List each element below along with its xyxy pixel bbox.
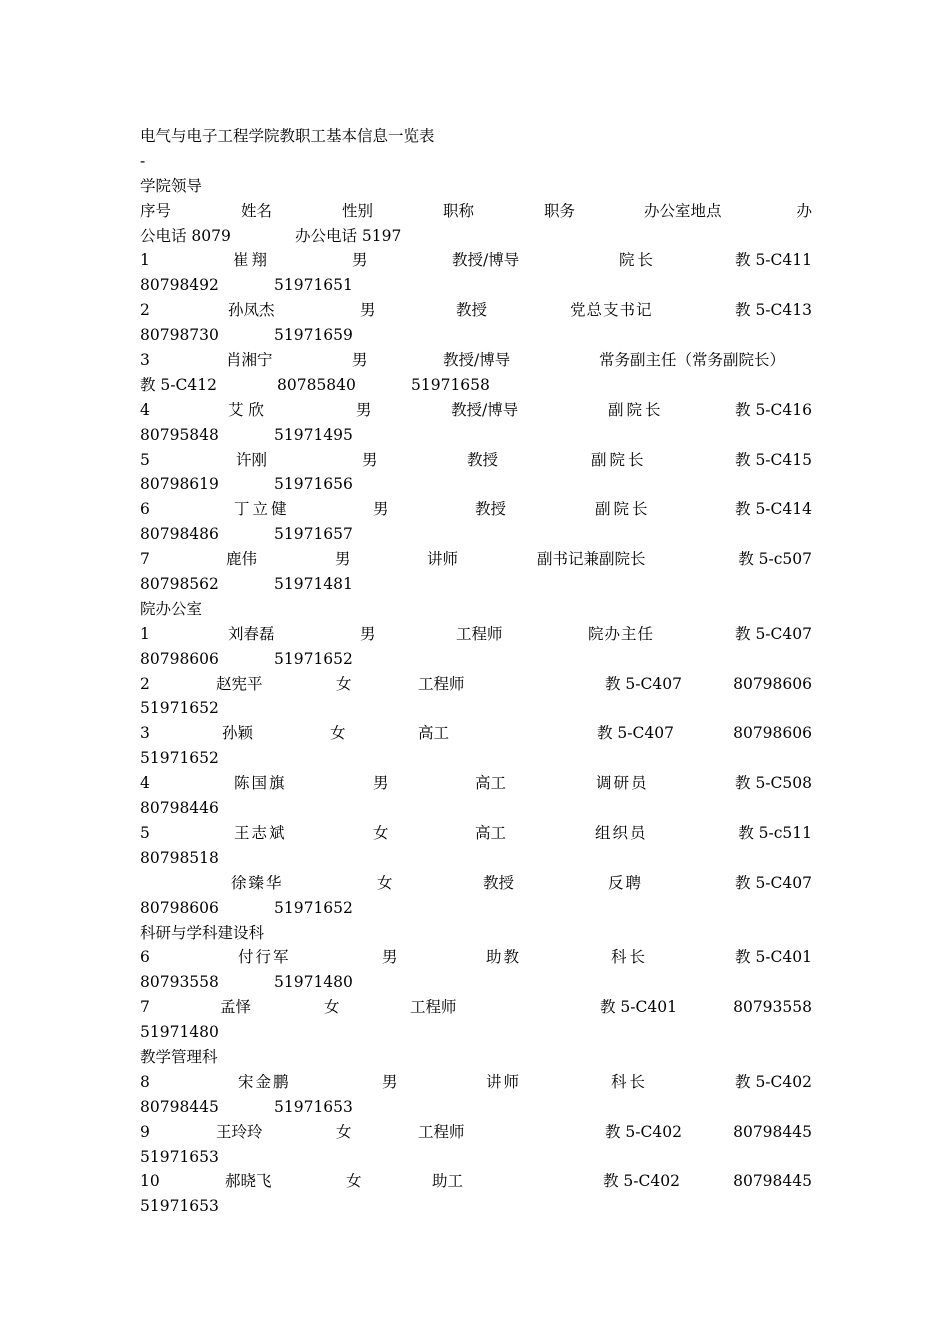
table-row-cont [140, 1194, 812, 1219]
cell-post: 组织员 [595, 823, 648, 842]
cell-name: 陈国旗 [234, 774, 287, 793]
cell-no: 3 [140, 351, 150, 370]
cell-name: 许刚 [236, 450, 268, 469]
cell-phone-b: 51971653 [274, 1097, 353, 1116]
document-title: 电气与电子工程学院教职工基本信息一览表 [140, 127, 435, 145]
cell-phone-a: 80793558 [733, 998, 812, 1017]
table-row-cont [140, 1095, 812, 1120]
table-row-cont [140, 647, 812, 672]
cell-no: 1 [140, 251, 150, 270]
cell-gender: 男 [356, 400, 372, 419]
cell-phone-b: 51971651 [274, 276, 353, 295]
table-row [140, 348, 812, 373]
header-phone-a: 公电话 8079 [140, 226, 231, 245]
cell-gender: 男 [335, 550, 351, 569]
cell-no: 2 [140, 674, 150, 693]
cell-phone-a: 80798730 [140, 326, 219, 345]
cell-gender: 男 [382, 1072, 398, 1091]
cell-phone-a: 80795848 [140, 425, 219, 444]
cell-location: 教 5-C416 [735, 400, 812, 419]
table-row-cont [140, 746, 812, 771]
table-row [140, 821, 812, 846]
cell-post: 院办主任 [588, 624, 655, 643]
cell-phone-a: 80798606 [733, 674, 812, 693]
cell-gender: 男 [373, 774, 389, 793]
cell-name: 付行军 [238, 948, 291, 967]
cell-rank: 高工 [475, 774, 507, 793]
table-row [140, 398, 812, 423]
cell-no: 4 [140, 400, 150, 419]
cell-gender: 女 [336, 674, 352, 693]
cell-name: 崔翔 [233, 251, 271, 270]
cell-no: 6 [140, 948, 150, 967]
cell-no: 5 [140, 450, 150, 469]
cell-rank: 教授 [483, 873, 515, 892]
cell-no: 4 [140, 774, 150, 793]
cell-location: 教 5-C414 [735, 500, 812, 519]
cell-gender: 女 [330, 724, 346, 743]
table-row [140, 871, 812, 896]
cell-name: 孙颖 [222, 724, 254, 743]
cell-no: 9 [140, 1122, 150, 1141]
cell-location: 教 5-C407 [735, 873, 812, 892]
cell-phone-a: 80798486 [140, 525, 219, 544]
cell-name: 郝晓飞 [225, 1172, 272, 1191]
cell-location: 教 5-C402 [605, 1122, 682, 1141]
cell-phone-a: 80798606 [140, 898, 219, 917]
table-row [140, 1070, 812, 1095]
cell-no: 3 [140, 724, 150, 743]
cell-phone-b: 51971658 [411, 375, 490, 394]
cell-rank: 高工 [475, 823, 507, 842]
document-page [140, 124, 812, 1219]
cell-location: 教 5-c507 [738, 550, 812, 569]
table-row-cont [140, 423, 812, 448]
cell-no: 2 [140, 301, 150, 320]
cell-name: 刘春磊 [228, 624, 275, 643]
cell-location: 教 5-c511 [738, 823, 812, 842]
header-post: 职务 [544, 201, 576, 220]
cell-gender: 男 [360, 301, 376, 320]
header-rank: 职称 [443, 201, 475, 220]
cell-location: 教 5-C508 [735, 774, 812, 793]
cell-phone-a: 80798518 [140, 848, 219, 867]
cell-no: 7 [140, 550, 150, 569]
cell-post: 党总支书记 [570, 301, 653, 320]
document-title-line [140, 124, 812, 149]
cell-rank: 工程师 [418, 674, 465, 693]
table-row-cont [140, 323, 812, 348]
cell-name: 丁立健 [234, 500, 290, 519]
cell-location: 教 5-C407 [735, 624, 812, 643]
header-name: 姓名 [241, 201, 273, 220]
table-row [140, 721, 812, 746]
table-row [140, 622, 812, 647]
cell-gender: 女 [377, 873, 393, 892]
cell-rank: 助教 [486, 948, 522, 967]
cell-rank: 教授/博导 [443, 351, 511, 370]
table-row [140, 298, 812, 323]
cell-no: 5 [140, 823, 150, 842]
cell-name: 孟怿 [220, 998, 252, 1017]
cell-rank: 教授 [456, 301, 488, 320]
cell-name: 王玲玲 [216, 1122, 263, 1141]
cell-location: 教 5-C402 [603, 1172, 680, 1191]
cell-name: 鹿伟 [226, 550, 258, 569]
cell-phone-a: 80793558 [140, 973, 219, 992]
table-row-cont [140, 472, 812, 497]
cell-phone-a: 80798606 [140, 649, 219, 668]
cell-phone-b: 51971653 [140, 1147, 219, 1166]
cell-gender: 男 [360, 624, 376, 643]
table-row [140, 547, 812, 572]
header-no: 序号 [140, 201, 172, 220]
cell-rank: 教授 [467, 450, 499, 469]
cell-location: 教 5-C413 [735, 301, 812, 320]
cell-location: 教 5-C402 [735, 1072, 812, 1091]
table-row-cont [140, 1145, 812, 1170]
section-heading-line [140, 597, 812, 622]
section-heading-line [140, 174, 812, 199]
cell-phone-b: 51971652 [274, 649, 353, 668]
cell-location: 教 5-C407 [597, 724, 674, 743]
cell-phone-b: 51971652 [140, 699, 219, 718]
cell-phone-b: 51971480 [274, 973, 353, 992]
cell-rank: 工程师 [418, 1122, 465, 1141]
cell-phone-a: 80798446 [140, 799, 219, 818]
cell-name: 艾 欣 [228, 400, 264, 419]
cell-no: 8 [140, 1072, 150, 1091]
cell-phone-b: 51971653 [140, 1197, 219, 1216]
cell-phone-a: 80798492 [140, 276, 219, 295]
table-row-cont [140, 796, 812, 821]
cell-gender: 女 [373, 823, 389, 842]
header-location: 办公室地点 [644, 201, 722, 220]
cell-post: 科长 [611, 948, 649, 967]
cell-no: 10 [140, 1172, 160, 1191]
cell-post: 科长 [611, 1072, 649, 1091]
section-heading-line [140, 921, 812, 946]
cell-rank: 教授/博导 [451, 400, 519, 419]
cell-phone-a: 80798562 [140, 575, 219, 594]
cell-phone-a: 80798445 [140, 1097, 219, 1116]
cell-gender: 男 [373, 500, 389, 519]
section-heading-leaders: 学院领导 [140, 176, 203, 195]
cell-phone-b: 51971652 [274, 898, 353, 917]
table-header-row-cont [140, 224, 812, 249]
cell-name: 赵宪平 [216, 674, 263, 693]
section-heading-teaching: 教学管理科 [140, 1047, 218, 1066]
cell-gender: 女 [346, 1172, 362, 1191]
cell-name: 孙凤杰 [228, 301, 275, 320]
cell-name: 肖湘宁 [226, 351, 273, 370]
header-phone-a-head: 办 [796, 201, 812, 220]
cell-no: 6 [140, 500, 150, 519]
cell-rank: 讲师 [427, 550, 459, 569]
section-heading-research: 科研与学科建设科 [140, 923, 265, 942]
table-row-cont [140, 846, 812, 871]
cell-post: 副院长 [608, 400, 664, 419]
cell-post: 院长 [619, 251, 657, 270]
header-phone-b: 办公电话 5197 [295, 226, 402, 245]
table-row [140, 771, 812, 796]
cell-phone-b: 51971659 [274, 326, 353, 345]
cell-rank: 讲师 [486, 1072, 522, 1091]
cell-phone-a: 80798619 [140, 475, 219, 494]
table-row-cont [140, 696, 812, 721]
cell-rank: 工程师 [456, 624, 503, 643]
cell-phone-a: 80798606 [733, 724, 812, 743]
table-header-row [140, 199, 812, 224]
section-heading-line [140, 1045, 812, 1070]
cell-phone-b: 51971480 [140, 1023, 219, 1042]
table-row [140, 497, 812, 522]
cell-phone-b: 51971495 [274, 425, 353, 444]
table-row [140, 448, 812, 473]
table-row [140, 995, 812, 1020]
cell-phone-a: 80785840 [277, 375, 356, 394]
cell-rank: 教授/博导 [452, 251, 520, 270]
cell-phone-a: 80798445 [733, 1172, 812, 1191]
cell-gender: 男 [352, 251, 368, 270]
dash-mark: - [140, 151, 146, 170]
table-row [140, 1120, 812, 1145]
cell-no: 7 [140, 998, 150, 1017]
cell-name: 徐臻华 [231, 873, 284, 892]
section-heading-office: 院办公室 [140, 599, 203, 618]
cell-rank: 工程师 [410, 998, 457, 1017]
dash-line [140, 149, 812, 174]
cell-phone-b: 51971657 [274, 525, 353, 544]
cell-post: 调研员 [596, 774, 649, 793]
cell-no: 1 [140, 624, 150, 643]
cell-gender: 女 [324, 998, 340, 1017]
cell-phone-b: 51971652 [140, 749, 219, 768]
table-row-cont [140, 970, 812, 995]
table-row-cont [140, 273, 812, 298]
header-gender: 性别 [342, 201, 374, 220]
table-row [140, 248, 812, 273]
cell-location: 教 5-C412 [140, 375, 217, 394]
cell-post: 副书记兼副院长 [537, 550, 646, 569]
table-row-cont [140, 373, 812, 398]
cell-gender: 女 [336, 1122, 352, 1141]
cell-rank: 教授 [475, 500, 507, 519]
cell-gender: 男 [352, 351, 368, 370]
table-row [140, 945, 812, 970]
table-row-cont [140, 572, 812, 597]
cell-name: 宋金鹏 [238, 1072, 291, 1091]
table-row-cont [140, 896, 812, 921]
cell-rank: 高工 [418, 724, 450, 743]
cell-location: 教 5-C401 [600, 998, 677, 1017]
cell-gender: 男 [362, 450, 378, 469]
cell-location: 教 5-C411 [735, 251, 812, 270]
table-row [140, 1169, 812, 1194]
table-row-cont [140, 1020, 812, 1045]
cell-name: 王志斌 [234, 823, 287, 842]
cell-gender: 男 [382, 948, 398, 967]
cell-phone-a: 80798445 [733, 1122, 812, 1141]
cell-phone-b: 51971481 [274, 575, 353, 594]
table-row [140, 672, 812, 697]
cell-phone-b: 51971656 [274, 475, 353, 494]
cell-location: 教 5-C407 [605, 674, 682, 693]
cell-post: 副院长 [591, 450, 647, 469]
table-row-cont [140, 522, 812, 547]
cell-rank: 助工 [432, 1172, 464, 1191]
cell-location: 教 5-C401 [735, 948, 812, 967]
cell-location: 教 5-C415 [735, 450, 812, 469]
cell-post: 反聘 [608, 873, 644, 892]
cell-post: 副院长 [595, 500, 651, 519]
cell-post: 常务副主任（常务副院长） [599, 351, 786, 370]
